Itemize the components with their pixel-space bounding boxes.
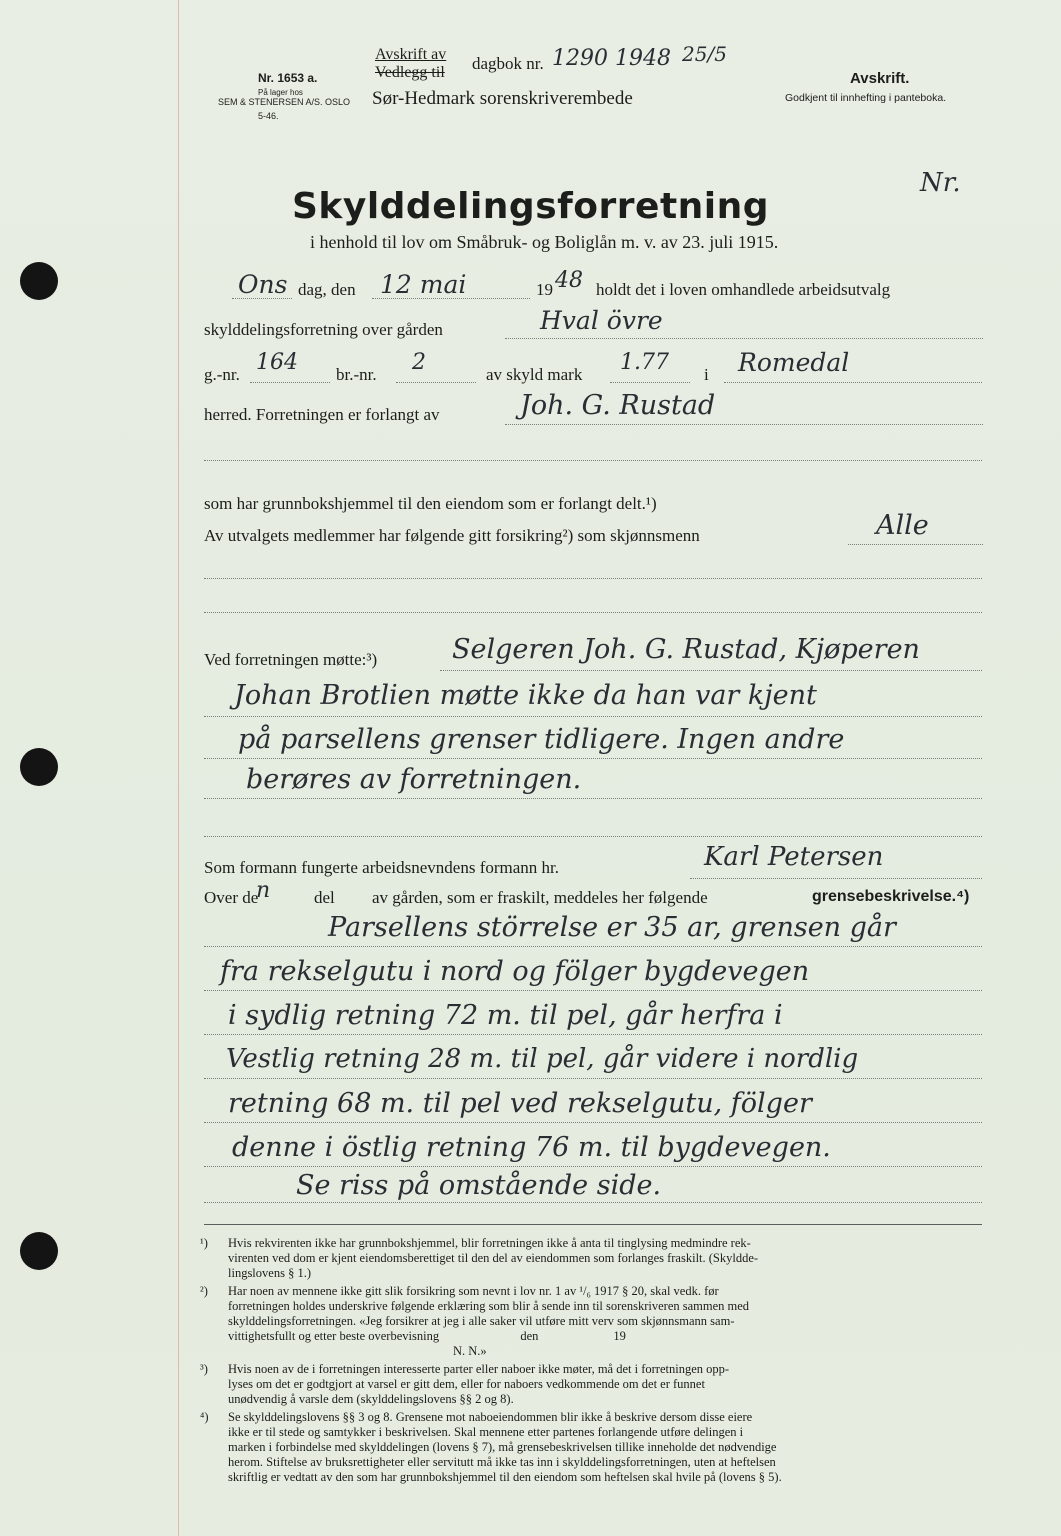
fill-line (204, 716, 982, 717)
fill-line (440, 670, 982, 671)
gnr-label: g.-nr. (204, 365, 240, 384)
vedlegg-til-label: Vedlegg til (375, 64, 445, 81)
footnote-number: ³) (200, 1362, 208, 1376)
farm-value: Hval övre (540, 306, 663, 335)
grunnbok-text: som har grunnbokshjemmel til den eiendom som er forlangt delt.¹) (204, 494, 657, 513)
footnote-line: Se skylddelingslovens §§ 3 og 8. Grensene mot naboeiendommen blir ikke å beskrive dersom disse eiere (228, 1410, 753, 1424)
footnote-line: forretningen holdes underskrive følgende erklæring som blir å sende inn til sorenskriveren sammen med (228, 1299, 750, 1313)
fill-line (204, 1202, 982, 1203)
skyld-label: av skyld mark (486, 365, 583, 384)
publisher-line: På lager hos (258, 88, 303, 97)
fill-line (610, 382, 690, 383)
utvalg-value: Alle (876, 510, 929, 541)
fill-line (848, 544, 983, 545)
grense-text: av gården, som er fraskilt, meddeles her følgende (372, 888, 708, 907)
footnote-line: Har noen av mennene ikke gitt slik forsikring som nevnt i lov nr. 1 av ¹/₆ 1917 § 20, skal vedk. før (228, 1284, 719, 1298)
footnote-line: vittighetsfullt og etter beste overbevisning den 19 (228, 1329, 626, 1343)
over-de-value: n (256, 878, 271, 903)
footnote-number: ⁴) (200, 1410, 209, 1424)
fill-line (204, 946, 982, 947)
year-prefix: 19 (536, 280, 553, 299)
requester-value: Joh. G. Rustad (520, 390, 716, 421)
brnr-value: 2 (412, 350, 426, 375)
boundary-line: denne i östlig retning 76 m. til bygdevegen. (232, 1132, 831, 1163)
held-text: holdt det i loven omhandlede arbeidsutvalg (596, 280, 891, 299)
fill-line (204, 578, 982, 579)
footnote-line: unødvendig å varsle dem (skylddelingslovens §§ 2 og 8). (228, 1392, 514, 1406)
skyld-value: 1.77 (620, 350, 669, 375)
document-title: Skylddelingsforretning (291, 186, 770, 227)
footnote-number: ²) (200, 1284, 208, 1298)
boundary-line: i sydlig retning 72 m. til pel, går herfra i (228, 1000, 783, 1031)
over-de-label: Over de (204, 888, 259, 907)
fill-line (204, 1034, 982, 1035)
herred-label: herred. Forretningen er forlangt av (204, 405, 440, 424)
fill-line (204, 758, 982, 759)
footnote-number: ¹) (200, 1236, 208, 1250)
footnote-line: Hvis noen av de i forretningen interesserte parter eller naboer ikke møter, må det i forretningen opp- (228, 1362, 730, 1376)
motte-line: Selgeren Joh. G. Rustad, Kjøperen (452, 634, 920, 665)
footnote-line: lyses om det er godtgjort at varsel er gitt dem, eller for naboers vedkommende om det er funnet (228, 1377, 705, 1391)
fill-line (204, 612, 982, 613)
footnote-line: Hvis rekvirenten ikke har grunnbokshjemmel, blir forretningen ikke å anta til tinglysing medmindre rek- (228, 1236, 751, 1250)
utvalg-text: Av utvalgets medlemmer har følgende gitt forsikring²) som skjønnsmenn (204, 526, 700, 545)
footnote-line: skylddelingsforretningen. «Jeg forsikrer at jeg i alle saker vil utføre mitt verv som skjønnsmann sam- (228, 1314, 735, 1328)
weekday-value: Ons (238, 270, 288, 299)
fill-line (232, 298, 292, 299)
boundary-line: Vestlig retning 28 m. til pel, går videre i nordlig (226, 1044, 859, 1074)
dagbok-number: 1290 1948 (552, 46, 671, 71)
binder-hole (20, 748, 58, 786)
fill-line (396, 382, 476, 383)
i-label: i (704, 365, 709, 384)
fill-line (505, 424, 983, 425)
formann-label: Som formann fungerte arbeidsnevndens formann hr. (204, 858, 560, 877)
boundary-line: Parsellens störrelse er 35 ar, grensen går (328, 912, 896, 943)
fill-line (250, 382, 330, 383)
fill-line (505, 338, 983, 339)
formann-value: Karl Petersen (704, 842, 884, 872)
motte-line: på parsellens grenser tidligere. Ingen andre (238, 724, 845, 755)
footnote-line: ikke er til stede og samtykker i beskrivelsen. Skal mennene etter partenes forlangende utføre delingen i (228, 1425, 744, 1439)
fill-line (690, 878, 982, 879)
margin-note: Nr. (920, 168, 961, 198)
fill-line (204, 460, 982, 461)
del-label: del (314, 888, 335, 907)
grense-bold-label: grensebeskrivelse.⁴) (812, 888, 970, 905)
footnote-separator (204, 1224, 982, 1225)
office-name: Sør-Hedmark sorenskriverembede (372, 88, 633, 109)
footnote-line: skriftlig er vedtatt av den som har grunnbokshjemmel til den eiendom som heftelsen skal hvile på (lovens § 5). (228, 1470, 782, 1484)
footnote-line: virenten ved dom er kjent eiendomsberettiget til den del av eiendommen som forlanges fraskilt. (Skyldde- (228, 1251, 759, 1265)
brnr-label: br.-nr. (336, 365, 377, 384)
municipality-value: Romedal (738, 348, 850, 377)
avskrift-title: Avskrift. (850, 70, 910, 87)
fill-line (204, 1122, 982, 1123)
footnote-line: lingslovens § 1.) (228, 1266, 311, 1280)
fill-line (204, 1078, 982, 1079)
dag-den-label: dag, den (298, 280, 356, 299)
boundary-line: retning 68 m. til pel ved rekselgutu, fölger (228, 1088, 812, 1119)
avskrift-av-label: Avskrift av (375, 46, 447, 63)
over-garden-label: skylddelingsforretning over gården (204, 320, 443, 339)
footnote-line: N. N.» (228, 1344, 487, 1358)
motte-line: Johan Brotlien møtte ikke da han var kjent (234, 680, 817, 711)
publisher-line: 5-46. (258, 111, 279, 121)
form-number: Nr. 1653 a. (258, 71, 318, 85)
binder-hole (20, 262, 58, 300)
fill-line (204, 798, 982, 799)
binder-hole (20, 1232, 58, 1270)
document-subtitle: i henhold til lov om Småbruk- og Boliglån m. v. av 23. juli 1915. (310, 232, 779, 252)
fill-line (204, 836, 982, 837)
footnote-line: marken i forbindelse med skylddelingen (lovens § 7), må grensebeskrivelsen tillike inneholde det nødvendige (228, 1440, 777, 1454)
year-value: 48 (555, 268, 583, 293)
publisher-line: SEM & STENERSEN A/S. OSLO (218, 97, 351, 107)
date-value: 12 mai (380, 270, 467, 299)
gnr-value: 164 (256, 350, 298, 375)
fill-line (204, 990, 982, 991)
fill-line (724, 382, 982, 383)
fill-line (372, 298, 530, 299)
godkjent-text: Godkjent til innhefting i panteboka. (785, 92, 947, 104)
motte-label: Ved forretningen møtte:³) (204, 650, 378, 669)
footnote-line: herom. Stiftelse av bruksrettigheter eller servitutt må ikke tas inn i skylddelingsforretningen, uten at heftelsen (228, 1455, 776, 1469)
dagbok-label: dagbok nr. (472, 54, 544, 73)
margin-line (178, 0, 179, 1536)
dagbok-date: 25/5 (682, 42, 727, 66)
boundary-line: Se riss på omstående side. (296, 1170, 662, 1201)
motte-line: berøres av forretningen. (246, 764, 582, 795)
boundary-line: fra rekselgutu i nord og fölger bygdevegen (220, 956, 810, 987)
fill-line (204, 1166, 982, 1167)
